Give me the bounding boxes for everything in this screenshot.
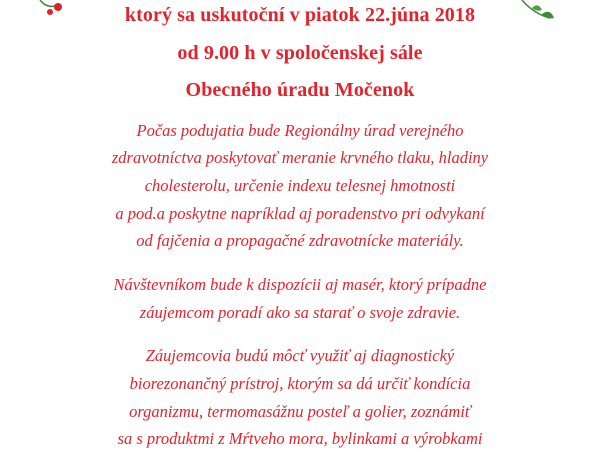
paragraph-2-line-2: záujemcom poradí ako sa starať o svoje zdravie. <box>139 303 461 322</box>
paragraph-1-line-3: cholesterolu, určenie indexu telesnej hmotnosti <box>144 176 456 195</box>
event-time-place-heading: od 9.00 h v spoločenskej sále <box>177 42 423 64</box>
paragraph-3-line-3: organizmu, termomasážnu posteľ a golier, zoznámiť <box>129 402 471 421</box>
paragraph-3-line-2: biorezonančný prístroj, ktorým sa dá určiť kondícia <box>129 374 471 393</box>
paragraph-1-line-5: od fajčenia a propagačné zdravotnícke materiály. <box>136 231 464 250</box>
paragraph-1-line-1: Počas podujatia bude Regionálny úrad verejného <box>136 121 464 140</box>
paragraph-3-line-4: sa s produktmi z Mŕtveho mora, bylinkami a výrobkami <box>117 429 483 448</box>
event-venue-heading: Obecného úradu Močenok <box>185 79 415 101</box>
paragraph-2-line-1: Návštevníkom bude k dispozícii aj masér, ktorý prípadne <box>113 275 487 294</box>
paragraph-3-line-1: Záujemcovia budú môcť využiť aj diagnostický <box>145 346 455 365</box>
paragraph-1-line-4: a pod.a poskytne napríklad aj poradenstvo pri odvykaní <box>115 204 485 223</box>
event-date-heading: ktorý sa uskutoční v piatok 22.júna 2018 <box>124 4 476 26</box>
paragraph-1-line-2: zdravotníctva poskytovať meranie krvného tlaku, hladiny <box>111 148 489 167</box>
